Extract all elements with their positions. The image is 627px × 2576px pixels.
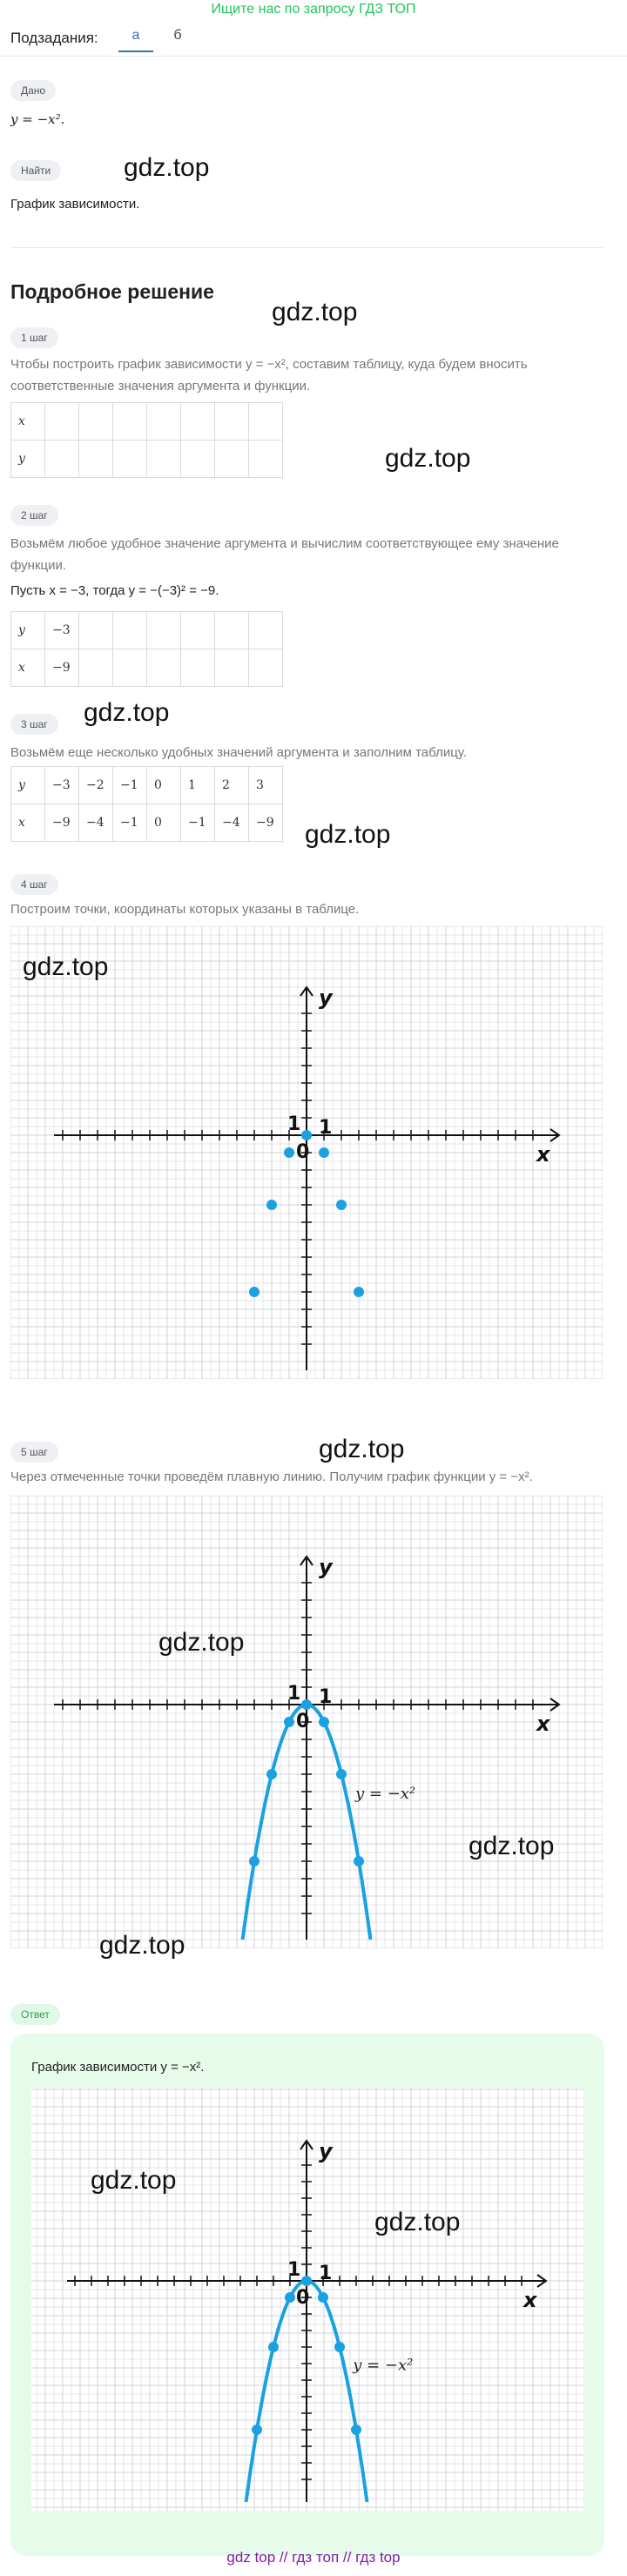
table-cell: −1 (181, 804, 215, 842)
watermark: gdz.top (385, 444, 471, 473)
step3-table (10, 766, 283, 842)
step1-text: Чтобы построить график зависимости y = −x², составим таблицу, куда будем вносить соответственные значения аргумента и функции. (10, 357, 528, 393)
table-cell: y (11, 767, 45, 804)
data-point (354, 1856, 364, 1866)
watermark: gdz.top (99, 1931, 185, 1960)
data-point (301, 1699, 312, 1710)
table-cell: −9 (45, 804, 79, 842)
table-cell: x (11, 649, 45, 687)
unit-label-y: 1 (287, 1113, 301, 1135)
subtasks-label: Подзадания: (10, 30, 98, 46)
find-text: График зависимости. (10, 197, 140, 212)
curve-label: y = −x² (353, 2356, 414, 2375)
watermark: gdz.top (158, 1628, 245, 1657)
table-cell: x (11, 804, 45, 842)
axis-label-x: x (523, 2288, 537, 2312)
data-point (301, 2276, 312, 2286)
table-cell: −4 (215, 804, 249, 842)
watermark: gdz.top (319, 1435, 405, 1463)
axis-label-y: y (319, 985, 333, 1010)
coordinate-plane (10, 926, 603, 1379)
watermark: gdz.top (91, 2166, 177, 2195)
axis-label-y: y (319, 2139, 333, 2163)
watermark: gdz.top (124, 153, 210, 182)
origin-label: 0 (296, 2287, 310, 2309)
unit-label-x: 1 (319, 1686, 333, 1708)
data-point (318, 2292, 328, 2303)
curve-label: y = −x² (355, 1785, 416, 1803)
table-cell: y (11, 441, 45, 478)
step2-formula: Пусть x = −3, тогда y = −(−3)² = −9. (10, 583, 219, 598)
tabs-divider (0, 56, 627, 57)
table-cell: x (11, 403, 45, 441)
watermark: gdz.top (305, 820, 391, 849)
table-cell: −9 (45, 649, 79, 687)
table-cell: 1 (181, 767, 215, 804)
promo-banner: Ищите нас по запросу ГДЗ ТОП (211, 2, 416, 17)
step1-table (10, 402, 283, 478)
unit-label-y: 1 (287, 2259, 301, 2281)
given-badge: Дано (10, 80, 56, 101)
answer-text: График зависимости y = −x². (31, 2060, 205, 2075)
axis-label-x: x (536, 1712, 550, 1736)
step1-badge: 1 шаг (10, 327, 58, 348)
step4-text: Построим точки, координаты которых указаны в таблице. (10, 902, 360, 917)
table-cell: −1 (113, 767, 147, 804)
data-point (284, 1147, 294, 1158)
data-point (354, 1287, 364, 1297)
axis-label-x: x (536, 1142, 550, 1167)
graph-points (10, 926, 603, 1383)
watermark: gdz.top (84, 698, 170, 727)
answer-badge: Ответ (10, 2004, 60, 2025)
section-divider (10, 247, 603, 248)
table-cell: −9 (249, 804, 283, 842)
table-cell: −1 (113, 804, 147, 842)
data-point (249, 1856, 260, 1866)
watermark: gdz.top (469, 1832, 555, 1860)
unit-label-x: 1 (319, 1117, 333, 1139)
data-point (301, 1130, 312, 1140)
step4-badge: 4 шаг (10, 874, 58, 895)
step2-table (10, 611, 283, 687)
data-point (249, 1287, 260, 1297)
data-point (336, 1200, 347, 1210)
unit-label-x: 1 (319, 2263, 333, 2284)
data-point (266, 1200, 277, 1210)
axis-label-y: y (319, 1555, 333, 1579)
data-point (285, 2292, 295, 2303)
data-point (266, 1769, 277, 1779)
data-point (284, 1717, 294, 1727)
step2-text: Возьмём любое удобное значение аргумента и вычислим соответствующее ему значение функции. (10, 536, 559, 573)
data-point (334, 2342, 345, 2352)
footer-links[interactable]: gdz top // гдз топ // гдз top (226, 2549, 401, 2566)
step3-badge: 3 шаг (10, 714, 58, 735)
given-formula: y = −x². (10, 111, 65, 127)
coordinate-plane (10, 1496, 603, 1948)
coordinate-plane (31, 2088, 583, 2511)
table-cell: y (11, 612, 45, 649)
solution-heading: Подробное решение (10, 280, 214, 303)
table-cell: 2 (215, 767, 249, 804)
step3-text: Возьмём еще несколько удобных значений аргумента и заполним таблицу. (10, 745, 467, 760)
origin-label: 0 (296, 1141, 310, 1163)
table-cell: 0 (147, 767, 181, 804)
tab-b[interactable]: б (173, 28, 182, 43)
data-point (319, 1147, 329, 1158)
table-cell: 0 (147, 804, 181, 842)
origin-label: 0 (296, 1711, 310, 1732)
step2-badge: 2 шаг (10, 505, 58, 526)
watermark: gdz.top (374, 2208, 461, 2236)
table-cell: −3 (45, 767, 79, 804)
watermark: gdz.top (23, 952, 109, 981)
graph-answer (31, 2088, 583, 2515)
step5-text: Через отмеченные точки проведём плавную линию. Получим график функции y = −x². (10, 1470, 533, 1484)
tab-a[interactable]: а (118, 28, 153, 52)
watermark: gdz.top (272, 298, 358, 326)
data-point (252, 2425, 262, 2435)
unit-label-y: 1 (287, 1683, 301, 1705)
table-cell: −2 (79, 767, 113, 804)
table-cell: 3 (249, 767, 283, 804)
data-point (351, 2425, 361, 2435)
table-cell: −3 (45, 612, 79, 649)
data-point (336, 1769, 347, 1779)
table-cell: −4 (79, 804, 113, 842)
step5-badge: 5 шаг (10, 1442, 58, 1463)
find-badge: Найти (10, 160, 61, 181)
data-point (319, 1717, 329, 1727)
data-point (268, 2342, 279, 2352)
graph-curve (10, 1496, 603, 1953)
